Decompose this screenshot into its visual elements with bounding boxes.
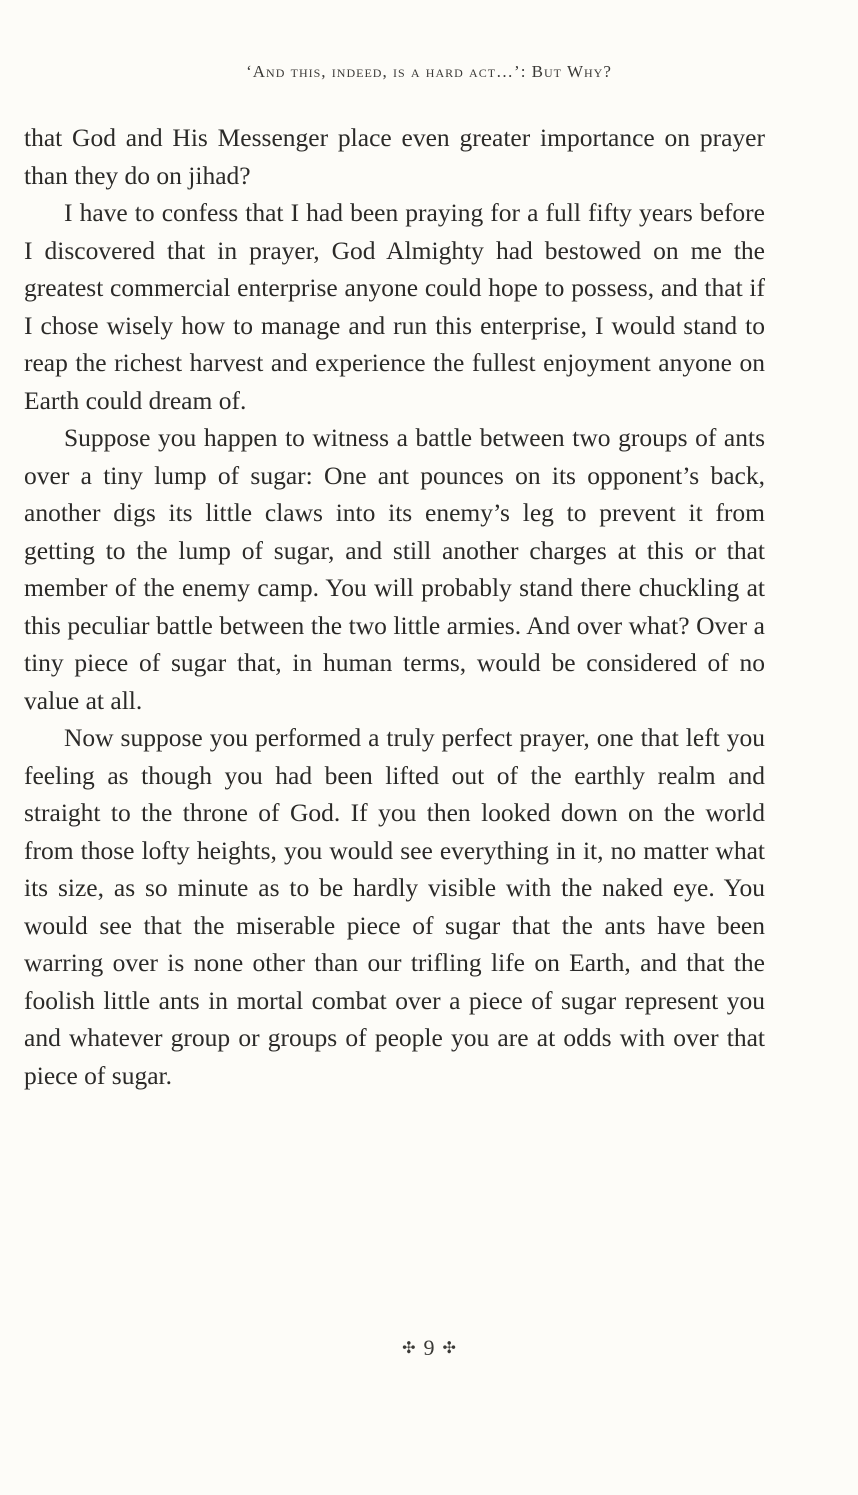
fleuron-right-icon: ✣ [442,1340,456,1357]
paragraph: I have to confess that I had been praying for a full fifty years before I discovered that in prayer, God Almighty had bestowed on me the greatest commercial enterprise anyone could hope to possess, and that if I chose wisely how to manage and run this enterprise, I would stand to reap the richest harvest and experience the fullest enjoyment anyone on Earth could dream of. [24,198,765,415]
body-text [24,119,765,1094]
fleuron-left-icon: ✣ [402,1340,416,1357]
page-number: 9 [423,1335,435,1360]
paragraph-continuation: that God and His Messenger place even greater importance on prayer than they do on jihad? [24,123,765,190]
running-header: ‘And this, indeed, is a hard act…’: But Why? [246,62,612,81]
paragraph: Now suppose you performed a truly perfect prayer, one that left you feeling as though you had been lifted out of the earthly realm and straight to the throne of God. If you then looked down on the world from those lofty heights, you would see everything in it, no matter what its size, as so minute as to be hardly visible with the naked eye. You would see that the miserable piece of sugar that the ants have been warring over is none other than our trifling life on Earth, and that the foolish little ants in mortal combat over a piece of sugar represent you and whatever group or groups of people you are at odds with over that piece of sugar. [24,723,765,1090]
paragraph: Suppose you happen to witness a battle between two groups of ants over a tiny lump of sugar: One ant pounces on its opponent’s back, another digs its little claws into its enemy’s leg to prevent it from getting to the lump of sugar, and still another charges at this or that member of the enemy camp. You will probably stand there chuckling at this peculiar battle between the two little armies. And over what? Over a tiny piece of sugar that, in human terms, would be considered of no value at all. [24,423,765,715]
page-folio [0,1335,858,1361]
